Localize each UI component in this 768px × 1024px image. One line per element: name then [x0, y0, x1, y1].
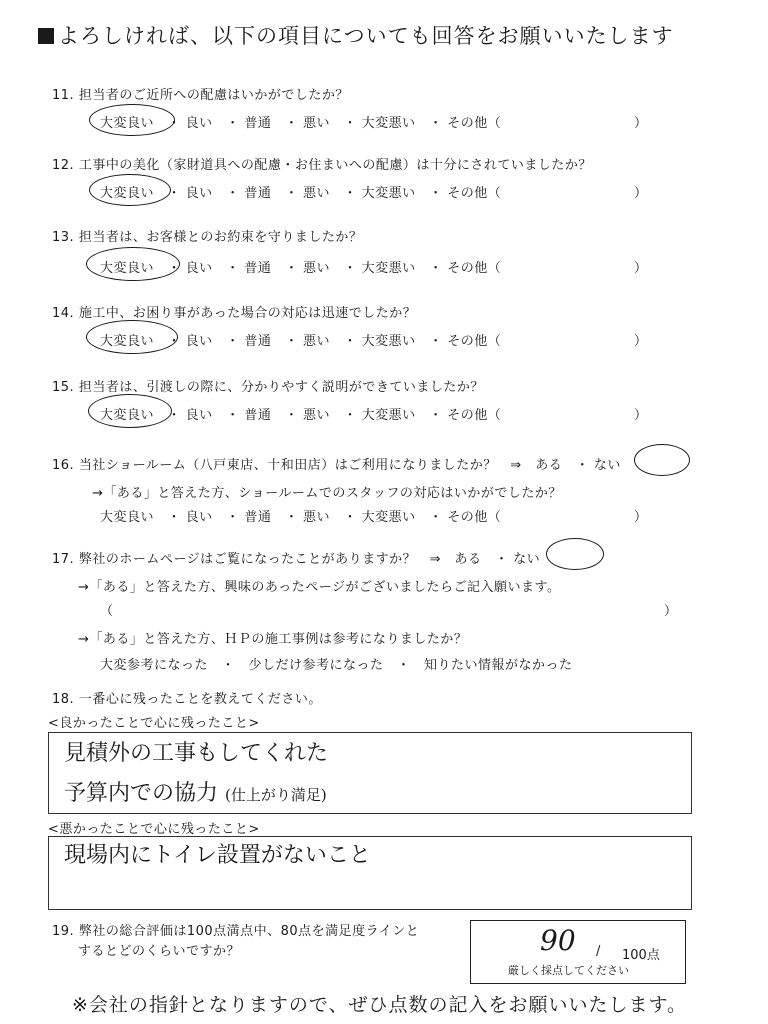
close-paren: ）: [634, 334, 648, 349]
option-good[interactable]: 良い: [185, 186, 213, 201]
option-no[interactable]: ない: [593, 458, 621, 473]
option-average[interactable]: 普通: [244, 334, 272, 349]
selection-circle: [89, 174, 171, 206]
question-19: [52, 920, 419, 939]
option-average[interactable]: 普通: [244, 408, 272, 423]
close-paren: ）: [634, 510, 648, 525]
hp-reference-options[interactable]: 大変参考になった ・ 少しだけ参考になった ・ 知りたい情報がなかった: [100, 658, 573, 673]
question-text: 弊社のホームページはご覧になったことがありますか？ ⇒ ある ・: [78, 552, 509, 567]
selection-circle: [86, 320, 178, 354]
question-number: 17.: [52, 552, 75, 567]
option-good[interactable]: 良い: [185, 408, 213, 423]
option-very-bad[interactable]: 大変悪い: [361, 510, 416, 525]
option-very-bad[interactable]: 大変悪い: [361, 186, 416, 201]
option-very-good[interactable]: 大変良い: [100, 510, 155, 525]
rating-row-16[interactable]: 大変良い ・ 良い ・ 普通 ・ 悪い ・ 大変悪い ・ その他（: [100, 510, 502, 525]
question-19-line2: するとどのくらいですか？: [78, 944, 241, 959]
option-good[interactable]: 良い: [185, 261, 213, 276]
selection-circle: [89, 104, 175, 136]
good-label: <良かったことで心に残ったこと>: [48, 716, 260, 731]
square-bullet-icon: [38, 28, 54, 44]
question-text: 弊社の総合評価は100点満点中、80点を満足度ラインと: [78, 924, 420, 939]
selection-circle: [86, 247, 180, 281]
question-number: 13.: [52, 230, 75, 245]
question-number: 15.: [52, 380, 75, 395]
score-note: 厳しく採点してください: [508, 964, 629, 977]
question-number: 16.: [52, 458, 75, 473]
close-paren: ）: [634, 186, 648, 201]
option-average[interactable]: 普通: [244, 261, 272, 276]
rating-row-12[interactable]: 大変良い ・ 良い ・ 普通 ・ 悪い ・ 大変悪い ・ その他（: [100, 186, 502, 201]
option-very-bad[interactable]: 大変悪い: [361, 334, 416, 349]
selection-circle: [546, 538, 604, 570]
question-number: 14.: [52, 306, 75, 321]
question-number: 12.: [52, 158, 75, 173]
good-comment-line2-main: 予算内での協力: [64, 781, 219, 806]
question-14: [52, 302, 416, 321]
selection-circle: [88, 394, 172, 428]
option-other[interactable]: その他（: [447, 116, 502, 131]
option-average[interactable]: 普通: [244, 116, 272, 131]
bad-label: <悪かったことで心に残ったこと>: [48, 822, 260, 837]
question-text: 担当者は、お客様とのお約束を守りましたか？: [78, 230, 363, 245]
question-13: [52, 226, 362, 245]
close-paren: ）: [634, 408, 648, 423]
rating-row-11[interactable]: 大変良い ・ 良い ・ 普通 ・ 悪い ・ 大変悪い ・ その他（: [100, 116, 502, 131]
option-very-bad[interactable]: 大変悪い: [361, 261, 416, 276]
option-other[interactable]: その他（: [447, 334, 502, 349]
rating-row-14[interactable]: 大変良い ・ 良い ・ 普通 ・ 悪い ・ 大変悪い ・ その他（: [100, 334, 502, 349]
option-other[interactable]: その他（: [447, 408, 502, 423]
option-bad[interactable]: 悪い: [302, 186, 330, 201]
option-bad[interactable]: 悪い: [302, 116, 330, 131]
good-comment-line2: [64, 776, 327, 807]
question-17: [52, 548, 540, 567]
option-good[interactable]: 良い: [185, 510, 213, 525]
score-slash: /: [596, 944, 601, 959]
question-16-sub: →「ある」と答えた方、ショールームでのスタッフの対応はいかがでしたか？: [92, 486, 562, 501]
option-very-good[interactable]: 大変良い: [100, 116, 155, 131]
option-very-good[interactable]: 大変良い: [100, 186, 155, 201]
question-12: [52, 154, 592, 173]
option-other[interactable]: その他（: [447, 186, 502, 201]
score-value: 90: [540, 924, 576, 957]
option-very-good[interactable]: 大変良い: [100, 261, 155, 276]
option-no[interactable]: ない: [513, 552, 541, 567]
bad-comment-line1: 現場内にトイレ設置がないこと: [64, 843, 371, 868]
question-18: [52, 688, 322, 707]
option-bad[interactable]: 悪い: [302, 408, 330, 423]
page-title: [38, 20, 674, 50]
open-paren: （: [100, 604, 114, 619]
option-bad[interactable]: 悪い: [302, 334, 330, 349]
option-very-bad[interactable]: 大変悪い: [361, 116, 416, 131]
page-title-text: よろしければ、以下の項目についても回答をお願いいたします: [58, 24, 674, 48]
question-number: 19.: [52, 924, 75, 939]
question-11: [52, 84, 349, 103]
option-very-bad[interactable]: 大変悪い: [361, 408, 416, 423]
selection-circle: [634, 444, 690, 476]
question-number: 11.: [52, 88, 75, 103]
option-bad[interactable]: 悪い: [302, 261, 330, 276]
option-very-good[interactable]: 大変良い: [100, 408, 155, 423]
option-very-good[interactable]: 大変良い: [100, 334, 155, 349]
close-paren: ）: [634, 261, 648, 276]
question-17-sub1: →「ある」と答えた方、興味のあったページがございましたらご記入願います。: [78, 580, 561, 595]
option-average[interactable]: 普通: [244, 510, 272, 525]
option-bad[interactable]: 悪い: [302, 510, 330, 525]
option-good[interactable]: 良い: [185, 116, 213, 131]
good-comment-line2-note: (仕上がり満足): [225, 786, 327, 804]
question-text: 一番心に残ったことを教えてください。: [78, 692, 322, 707]
question-15: [52, 376, 484, 395]
close-paren: ）: [664, 604, 678, 619]
option-other[interactable]: その他（: [447, 261, 502, 276]
question-16: [52, 454, 621, 473]
question-text: 担当者のご近所への配慮はいかがでしたか？: [78, 88, 349, 103]
question-text: 工事中の美化（家財道具への配慮・お住まいへの配慮）は十分にされていましたか？: [78, 158, 592, 173]
option-other[interactable]: その他（: [447, 510, 502, 525]
question-number: 18.: [52, 692, 75, 707]
rating-row-13[interactable]: 大変良い ・ 良い ・ 普通 ・ 悪い ・ 大変悪い ・ その他（: [100, 261, 502, 276]
good-comment-line1: 見積外の工事もしてくれた: [64, 741, 329, 766]
footer-note: ※会社の指針となりますので、ぜひ点数の記入をお願いいたします。: [72, 994, 688, 1016]
question-text: 施工中、お困り事があった場合の対応は迅速でしたか？: [78, 306, 417, 321]
rating-row-15[interactable]: 大変良い ・ 良い ・ 普通 ・ 悪い ・ 大変悪い ・ その他（: [100, 408, 502, 423]
close-paren: ）: [634, 116, 648, 131]
question-text: 当社ショールーム（八戸東店、十和田店）はご利用になりましたか？ ⇒ ある ・: [78, 458, 590, 473]
question-17-sub2: →「ある」と答えた方、ＨＰの施工事例は参考になりましたか？: [78, 632, 468, 647]
score-max: 100点: [622, 948, 660, 963]
option-average[interactable]: 普通: [244, 186, 272, 201]
question-text: 担当者は、引渡しの際に、分かりやすく説明ができていましたか？: [78, 380, 484, 395]
option-good[interactable]: 良い: [185, 334, 213, 349]
